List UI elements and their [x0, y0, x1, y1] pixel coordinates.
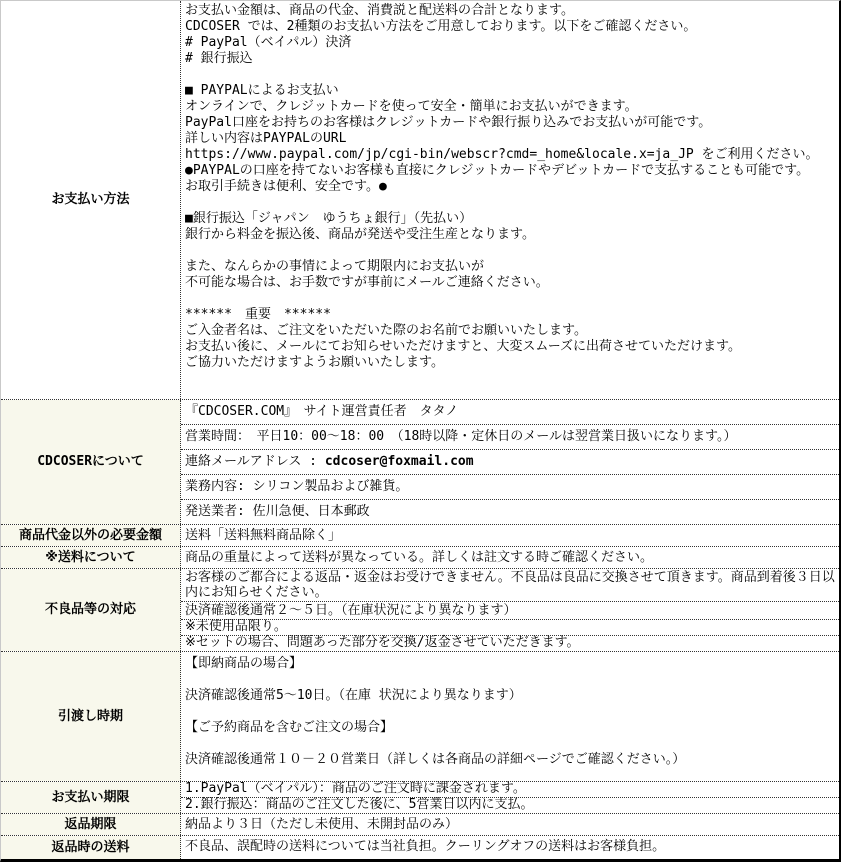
row-header-return-deadline: 返品期限: [1, 814, 181, 835]
text-line: お支払い後に、メールにてお知らせいただけますと、大変スムーズに出荷させていただけます。: [185, 339, 742, 354]
contact-email-address: cdcoser@foxmail.com: [324, 454, 474, 469]
paypal-url-line: https://www.paypal.com/jp/cgi-bin/webscr?cmd=_home&locale.x=ja_JP をご利用ください。: [185, 147, 819, 162]
row-about-cdcoser: [1, 400, 839, 525]
text-line: 決済確認後通常5～10日。（在庫 状況により異なります）: [185, 688, 522, 703]
return-deadline-content: 納品より３日（ただし未使用、未開封品のみ）: [185, 817, 459, 832]
text-line: お支払い金額は、商品の代金、消費説と配送料の合計となります。: [185, 3, 574, 18]
in-stock-case-line: 【即納商品の場合】: [185, 656, 303, 671]
row-return-deadline: [1, 814, 839, 836]
blank-line: [185, 736, 835, 752]
defective-items-content: [181, 569, 839, 651]
text-line: また、なんらかの事情によって期限内にお支払いが: [185, 259, 485, 274]
blank-line: [185, 243, 835, 259]
row-header-return-shipping-fee: 返品時の送料: [1, 836, 181, 859]
blank-line: [185, 704, 835, 720]
row-payment-deadline: [1, 782, 839, 814]
unused-only-row: ※未使用品限り。: [181, 620, 839, 636]
business-hours-row: 営業時間： 平日10：00～18：00 （18時以降・定休日のメールは翌営業日扱いになります。）: [181, 425, 839, 450]
contact-email-label: 連絡メールアドレス :: [185, 454, 325, 469]
payment-method-content: [181, 1, 839, 399]
extra-fees-content: 送料「送料無料商品除く」: [185, 528, 342, 543]
row-header-payment-method: お支払い方法: [1, 1, 181, 399]
about-cdcoser-content: [181, 400, 839, 524]
row-header-about-cdcoser: CDCOSERについて: [1, 400, 181, 524]
text-line: # PayPal（ベイパル）決済: [185, 35, 352, 50]
text-line: オンラインで、クレジットカードを使って安全・簡単にお支払いができます。: [185, 99, 638, 114]
text-line: CDCOSER では、2種類のお支払い方法をご用意しております。以下をご確認ください。: [185, 19, 697, 34]
text-line: 詳しい内容はPAYPALのURL: [185, 131, 347, 146]
blank-line: [185, 67, 835, 83]
row-defective-items: [1, 569, 839, 652]
preorder-case-line: 【ご予約商品を含むご注文の場合】: [185, 720, 394, 735]
contact-email-row: [181, 450, 839, 475]
site-operator-row: 『CDCOSER.COM』 サイト運営責任者 タタノ: [181, 400, 839, 425]
row-payment-method: [1, 1, 839, 400]
text-line: ご入金者名は、ご注文をいただいた際のお名前でお願いいたします。: [185, 323, 587, 338]
text-line: ●PAYPALの口座を持てないお客様も直接にクレジットカードやデビットカードで支払することも可能です。: [185, 163, 810, 178]
text-line: ■銀行振込「ジャパン ゆうちょ銀行」（先払い）: [185, 211, 473, 226]
shipping-carrier-row: 発送業者: 佐川急便、日本郵政: [185, 504, 370, 519]
text-line: 銀行から料金を振込後、商品が発送や受注生産となります。: [185, 227, 535, 242]
row-header-shipping-note: ※送料について: [1, 547, 181, 568]
return-shipping-fee-content: 不良品、誤配時の送料については当社負担。クーリングオフの送料はお客様負担。: [185, 839, 666, 854]
row-return-shipping-fee: [1, 836, 839, 859]
row-shipping-note: [1, 547, 839, 569]
bank-deadline-row: 2.銀行振込：商品のご注文した後に、5営業日以内に支払。: [185, 797, 534, 812]
text-line: お取引手続きは便利、安全です。●: [185, 179, 387, 194]
row-delivery-time: [1, 652, 839, 782]
text-line: ■ PAYPALによるお支払い: [185, 83, 339, 98]
return-policy-row: お客様のご都合による返品・返金はお受けできません。不良品は良品に交換させて頂きます。商品到着後３日以内にお知らせください。: [181, 569, 839, 602]
text-line: PayPal口座をお持ちのお客様はクレジットカードや銀行振り込みでお支払いが可能です。: [185, 115, 712, 130]
text-line: # 銀行振込: [185, 51, 253, 66]
blank-line: [185, 195, 835, 211]
delivery-time-content: [181, 652, 839, 781]
row-header-extra-fees: 商品代金以外の必要金額: [1, 525, 181, 546]
text-line: ご協力いただけますようお願いいたします。: [185, 355, 444, 370]
row-header-delivery-time: 引渡し時期: [1, 652, 181, 781]
row-header-defective-items: 不良品等の対応: [1, 569, 181, 651]
paypal-deadline-row: 1.PayPal（ベイパル）：商品のご注文時に課金されます。: [181, 782, 839, 798]
text-line: 決済確認後通常１０－２０営業日（詳しくは各商品の詳細ページでご確認ください。）: [185, 752, 686, 767]
set-exchange-row: ※セットの場合、問題あった部分を交換/返金させていただきます。: [185, 635, 580, 650]
row-extra-fees: [1, 525, 839, 547]
row-header-payment-deadline: お支払い期限: [1, 782, 181, 813]
payment-deadline-content: [181, 782, 839, 813]
business-description-row: 業務内容: シリコン製品および雑貨。: [181, 475, 839, 500]
text-line: 不可能な場合は、お手数ですが事前にメールご連絡ください。: [185, 275, 549, 290]
shipping-note-content: 商品の重量によって送料が異なっている。詳しくは註文する時ご確認ください。: [185, 550, 654, 565]
exchange-period-row: 決済確認後通常２～５日。（在庫状況により異なります）: [181, 602, 839, 620]
blank-line: [185, 291, 835, 307]
blank-line: [185, 672, 835, 688]
important-marker-line: ****** 重要 ******: [185, 307, 331, 322]
